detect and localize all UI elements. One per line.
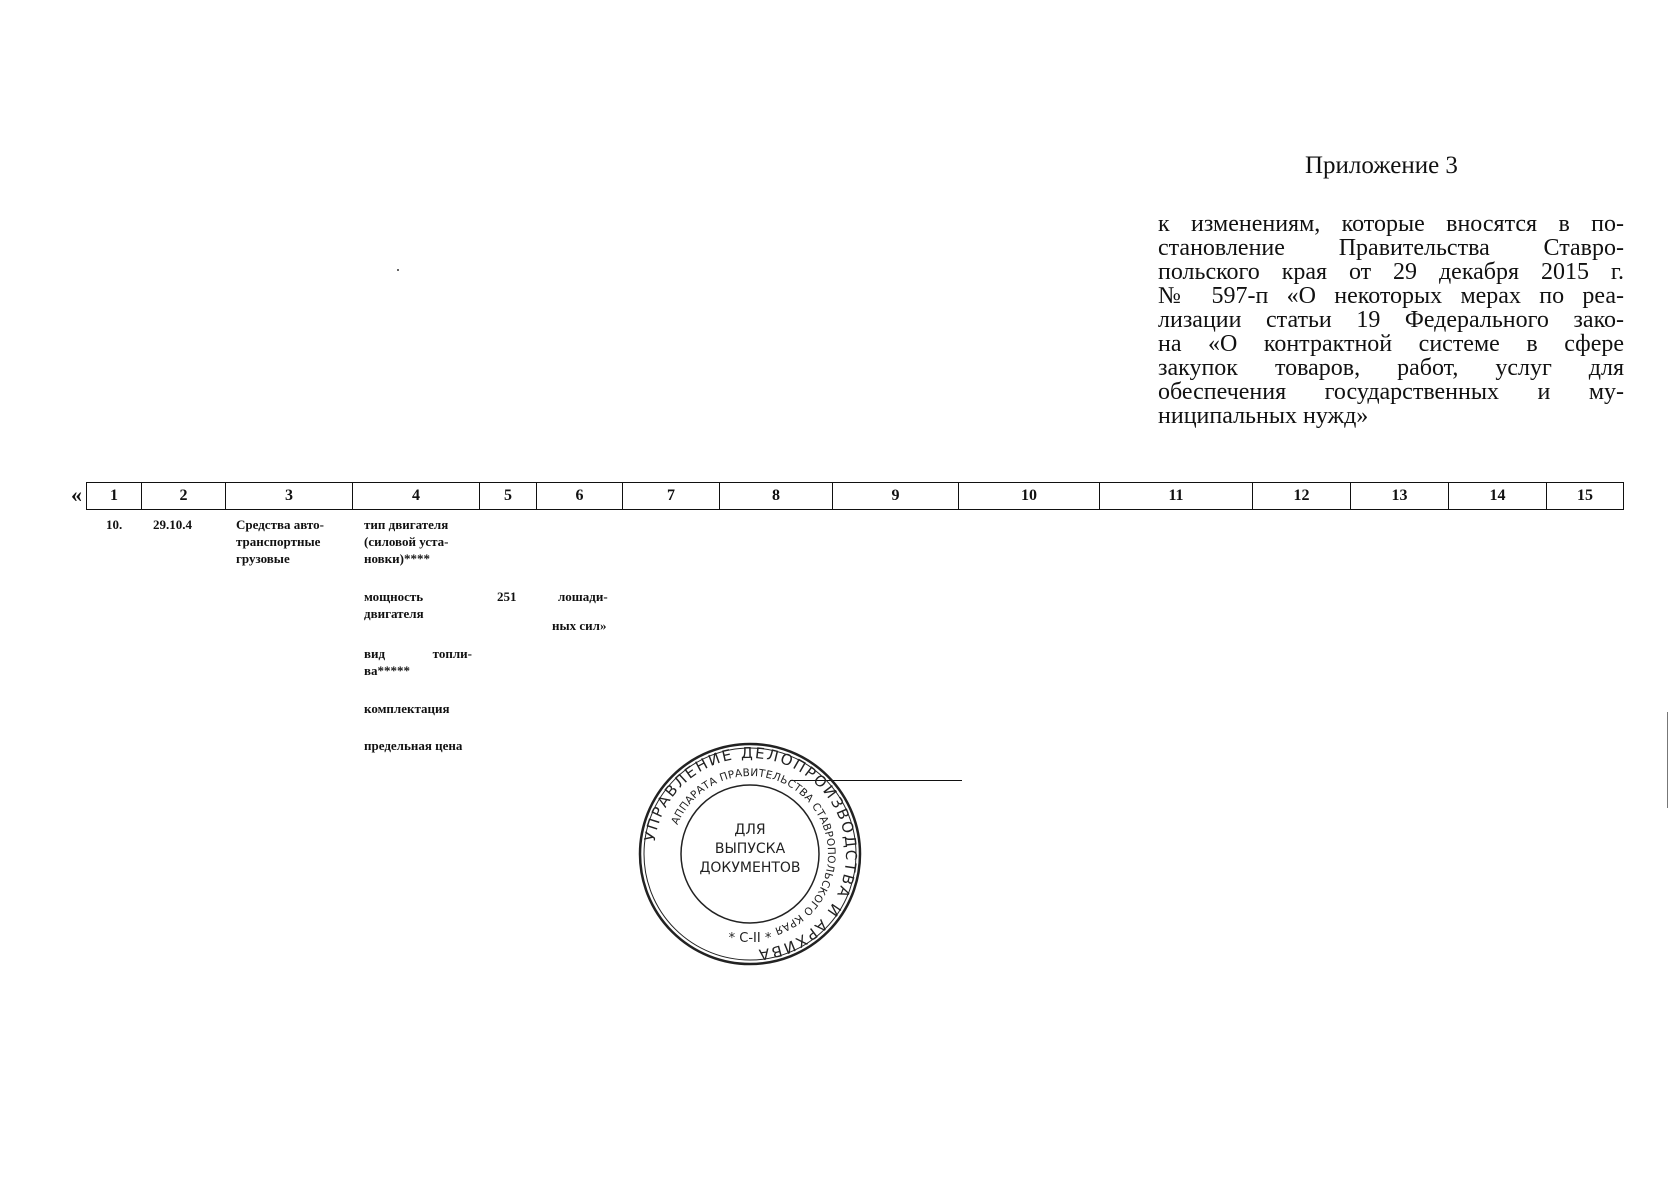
- unit-line-2: ных сил»: [552, 618, 607, 633]
- column-header: 13: [1351, 483, 1449, 509]
- column-header: 9: [833, 483, 959, 509]
- row-name-line: транспортные: [236, 534, 321, 549]
- price-limit: предельная цена: [364, 738, 463, 753]
- engine-type-line: (силовой уста-: [364, 534, 449, 549]
- column-header: 4: [353, 483, 480, 509]
- table-header-row: [86, 482, 1624, 510]
- engine-power-line: двигателя: [364, 606, 424, 621]
- column-header: 15: [1577, 487, 1593, 504]
- subtitle-line: закупок товаров, работ, услуг для: [1158, 355, 1624, 381]
- stamp-outer-text: УПРАВЛЕНИЕ ДЕЛОПРОИЗВОДСТВА И АРХИВА: [640, 743, 861, 964]
- subtitle-line: № 597-п «О некоторых мерах по реа-: [1158, 283, 1624, 309]
- appendix-subtitle: [1158, 212, 1624, 428]
- subtitle-line: становление Правительства Ставро-: [1158, 235, 1624, 261]
- column-header: 1: [87, 483, 142, 509]
- scan-speck: [397, 269, 399, 271]
- column-header: 11: [1100, 483, 1253, 509]
- fuel-type-line: ва*****: [364, 663, 411, 678]
- row-name-line: грузовые: [236, 551, 290, 566]
- unit-line-1: лошади-: [558, 589, 608, 604]
- stamp-center-line: ДОКУМЕНТОВ: [699, 860, 801, 876]
- column-header: 5: [480, 483, 537, 509]
- engine-power-line: мощность: [364, 589, 424, 604]
- column-header: 12: [1253, 483, 1351, 509]
- fuel-type: [364, 645, 472, 679]
- subtitle-line: лизации статьи 19 Федерального зако-: [1158, 307, 1624, 333]
- subtitle-line: польского края от 29 декабря 2015 г.: [1158, 259, 1624, 285]
- column-header: 10: [959, 483, 1100, 509]
- subtitle-line: обеспечения государственных и му-: [1158, 379, 1624, 405]
- subtitle-line: к изменениям, которые вносятся в по-: [1158, 211, 1624, 237]
- engine-type-line: новки)****: [364, 551, 430, 566]
- subtitle-line: на «О контрактной системе в сфере: [1158, 331, 1624, 357]
- fuel-type-line: вид топли-: [364, 646, 472, 661]
- column-header: 8: [720, 483, 833, 509]
- engine-power: [364, 588, 424, 622]
- column-header: 6: [537, 483, 623, 509]
- column-header: 14: [1449, 483, 1547, 509]
- stamp-center-line: ДЛЯ: [734, 822, 766, 838]
- open-quote: «: [71, 482, 82, 507]
- power-value: 251: [497, 589, 517, 604]
- stamp-inner-text: АППАРАТА ПРАВИТЕЛЬСТВА СТАВРОПОЛЬСКОГО КРАЯ: [669, 766, 838, 937]
- stamp-center-line: ВЫПУСКА: [714, 841, 786, 857]
- document-stamp: [638, 742, 862, 966]
- margin-mark: [1667, 712, 1668, 808]
- appendix-title: Приложение 3: [1305, 152, 1458, 179]
- row-name-line: Средства авто-: [236, 517, 324, 532]
- engine-type-line: тип двигателя: [364, 517, 449, 532]
- column-header: 2: [142, 483, 226, 509]
- stamp-mark: * С-II *: [728, 931, 772, 946]
- row-name: [236, 516, 346, 567]
- row-code: 29.10.4: [153, 517, 192, 532]
- equipment: комплектация: [364, 701, 450, 716]
- column-header: 7: [623, 483, 720, 509]
- engine-type: [364, 516, 476, 567]
- subtitle-line: ниципальных нужд»: [1158, 403, 1369, 429]
- row-number: 10.: [106, 517, 123, 532]
- column-header: 3: [226, 483, 353, 509]
